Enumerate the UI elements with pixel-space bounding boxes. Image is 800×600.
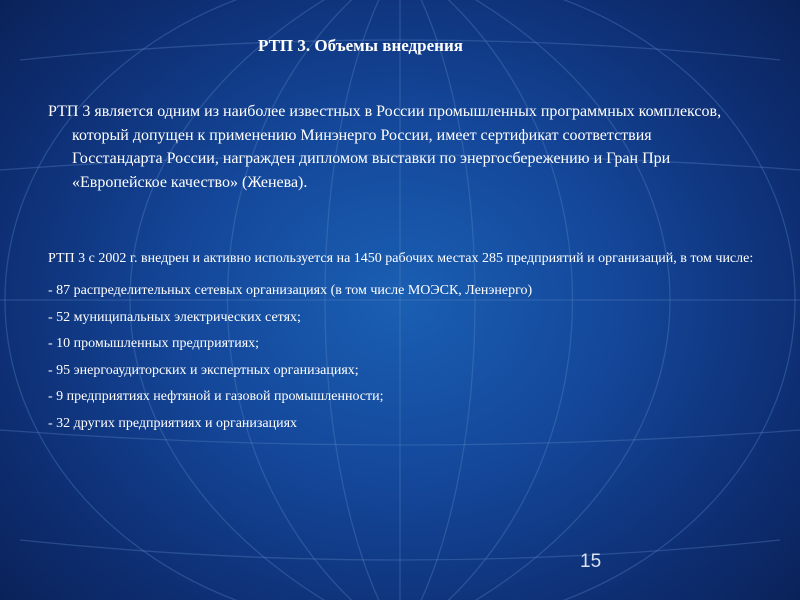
page-number: 15 [580,551,602,572]
list-item: - 9 предприятиях нефтяной и газовой промышленности; [48,389,384,404]
list-item: - 87 распределительных сетевых организациях (в том числе МОЭСК, Ленэнерго) [48,283,533,298]
list-item: - 10 промышленных предприятиях; [48,336,260,351]
intro-paragraph [48,100,738,194]
intro-text: РТП 3 является одним из наиболее известных в России промышленных программных комплексов, который допущен к применению Минэнерго России, имеет сертификат соответствия Госстандарта России, награжден дипломом выставки по энергосбережению и Гран При «Европейское качество» (Женева). [48,103,722,191]
slide-title: РТП 3. Объемы внедрения [258,36,463,55]
deployment-text: РТП 3 с 2002 г. внедрен и активно используется на 1450 рабочих местах 285 предприятий и организаций, в том числе: [48,251,754,266]
list-item: - 52 муниципальных электрических сетях; [48,309,301,325]
list-item: - 32 других предприятиях и организациях [48,415,298,431]
list-item: - 95 энергоаудиторских и экспертных организациях; [48,362,359,378]
deployment-list [48,281,768,434]
deployment-section [48,249,768,440]
